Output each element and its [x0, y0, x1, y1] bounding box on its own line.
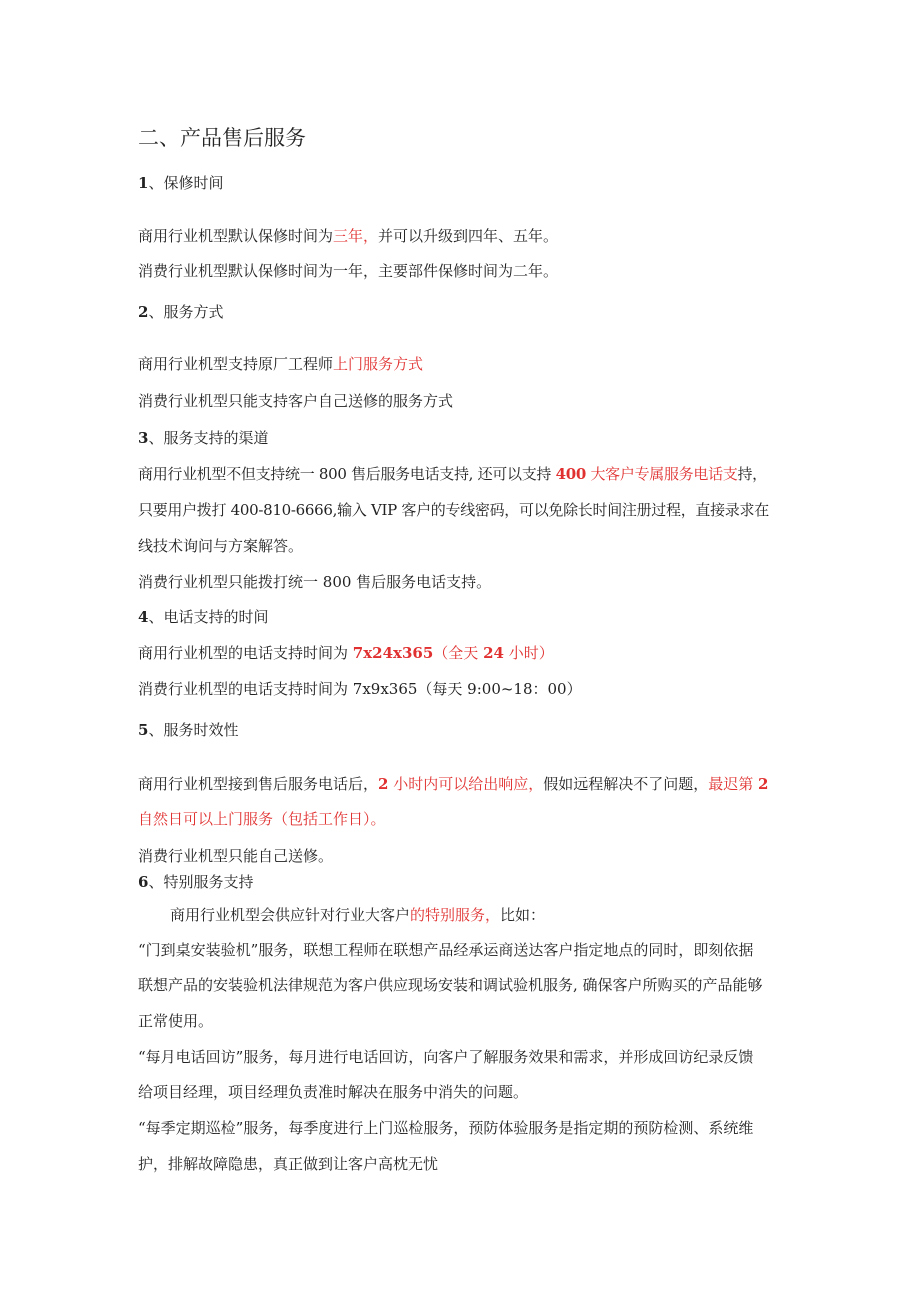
heading-number: 2 — [138, 303, 149, 321]
paragraph: 给项目经理，项目经理负责准时解决在服务中消失的问题。 — [138, 1083, 529, 1101]
paragraph — [170, 905, 545, 925]
text: 商用行业机型支持原厂工程师 — [138, 355, 334, 373]
highlight-text: 小时） — [503, 644, 554, 662]
paragraph: 正常使用。 — [138, 1012, 214, 1030]
highlight-number: 24 — [483, 644, 504, 662]
paragraph: “每月电话回访”服务，每月进行电话回访，向客户了解服务效果和需求，并形成回访纪录反馈 — [138, 1048, 754, 1066]
text: 商用行业机型接到售后服务电话后， — [138, 775, 379, 793]
heading-number: 5 — [138, 721, 149, 739]
highlight-number: 2 — [758, 775, 769, 793]
paragraph: 只要用户拨打 400-810-6666,输入 VIP 客户的专线密码，可以免除长时间注册过程，直接录求在 — [138, 501, 769, 519]
highlight-text: 最迟第 — [708, 775, 759, 793]
text: 商用行业机型默认保修时间为 — [138, 227, 334, 245]
highlight-text: 大客户专属服务电话支 — [586, 465, 738, 483]
paragraph: 消费行业机型默认保修时间为一年，主要部件保修时间为二年。 — [138, 262, 559, 280]
heading-text: 、电话支持的时间 — [148, 608, 269, 626]
text: 商用行业机型会供应针对行业大客户 — [170, 906, 411, 924]
paragraph — [138, 226, 558, 246]
heading-service-timeliness — [138, 720, 238, 740]
heading-text: 、服务时效性 — [148, 721, 239, 739]
highlight-text: 的特别服务， — [410, 906, 501, 924]
text: 假如远程解决不了问题， — [543, 775, 709, 793]
section-title: 二、产品售后服务 — [138, 126, 306, 150]
heading-special-service — [138, 872, 253, 892]
heading-number: 4 — [138, 608, 149, 626]
heading-number: 1 — [138, 174, 149, 192]
highlight-text: 小时内可以给出响应， — [388, 775, 544, 793]
paragraph: 护，排解故障隐患，真正做到让客户高枕无忧 — [138, 1155, 439, 1173]
highlight-text: 上门服务方式 — [333, 355, 424, 373]
text: 商用行业机型不但支持统一 800 售后服务电话支持, 还可以支持 — [138, 465, 556, 483]
heading-service-mode — [138, 302, 223, 322]
paragraph — [138, 464, 767, 484]
paragraph — [138, 774, 768, 794]
text: 并可以升级到四年、五年。 — [378, 227, 559, 245]
paragraph: 消费行业机型只能支持客户自己送修的服务方式 — [138, 392, 454, 410]
heading-text: 、服务方式 — [148, 303, 224, 321]
highlight-number: 400 — [555, 465, 586, 483]
paragraph: 联想产品的安装验机法律规范为客户供应现场安装和调试验机服务, 确保客户所购买的产品能够 — [138, 976, 763, 994]
paragraph: “门到桌安装验机”服务，联想工程师在联想产品经承运商送达客户指定地点的同时，即刻依据 — [138, 941, 754, 959]
highlight-text: （全天 — [433, 644, 484, 662]
heading-text: 、保修时间 — [148, 174, 224, 192]
text: 比如： — [500, 906, 546, 924]
paragraph: “每季定期巡检”服务，每季度进行上门巡检服务，预防体验服务是指定期的预防检测、系统维 — [138, 1119, 754, 1137]
paragraph: 消费行业机型的电话支持时间为 7x9x365（每天 9:00~18：00） — [138, 680, 582, 698]
paragraph-highlight: 自然日可以上门服务（包括工作日）。 — [138, 810, 386, 828]
heading-text: 、特别服务支持 — [148, 873, 254, 891]
paragraph: 消费行业机型只能自己送修。 — [138, 847, 334, 865]
highlight-text: 三年， — [333, 227, 379, 245]
paragraph: 线技术询问与方案解答。 — [138, 537, 304, 555]
highlight-number: 2 — [378, 775, 389, 793]
heading-phone-support-time — [138, 607, 268, 627]
paragraph — [138, 643, 554, 663]
heading-number: 6 — [138, 873, 149, 891]
heading-warranty — [138, 173, 223, 193]
paragraph — [138, 354, 423, 374]
highlight-number: 7x24x365 — [352, 644, 434, 662]
heading-number: 3 — [138, 429, 149, 447]
heading-text: 、服务支持的渠道 — [148, 429, 269, 447]
heading-support-channel — [138, 428, 268, 448]
text: 持， — [737, 465, 767, 483]
paragraph: 消费行业机型只能拨打统一 800 售后服务电话支持。 — [138, 573, 492, 591]
text: 商用行业机型的电话支持时间为 — [138, 644, 353, 662]
